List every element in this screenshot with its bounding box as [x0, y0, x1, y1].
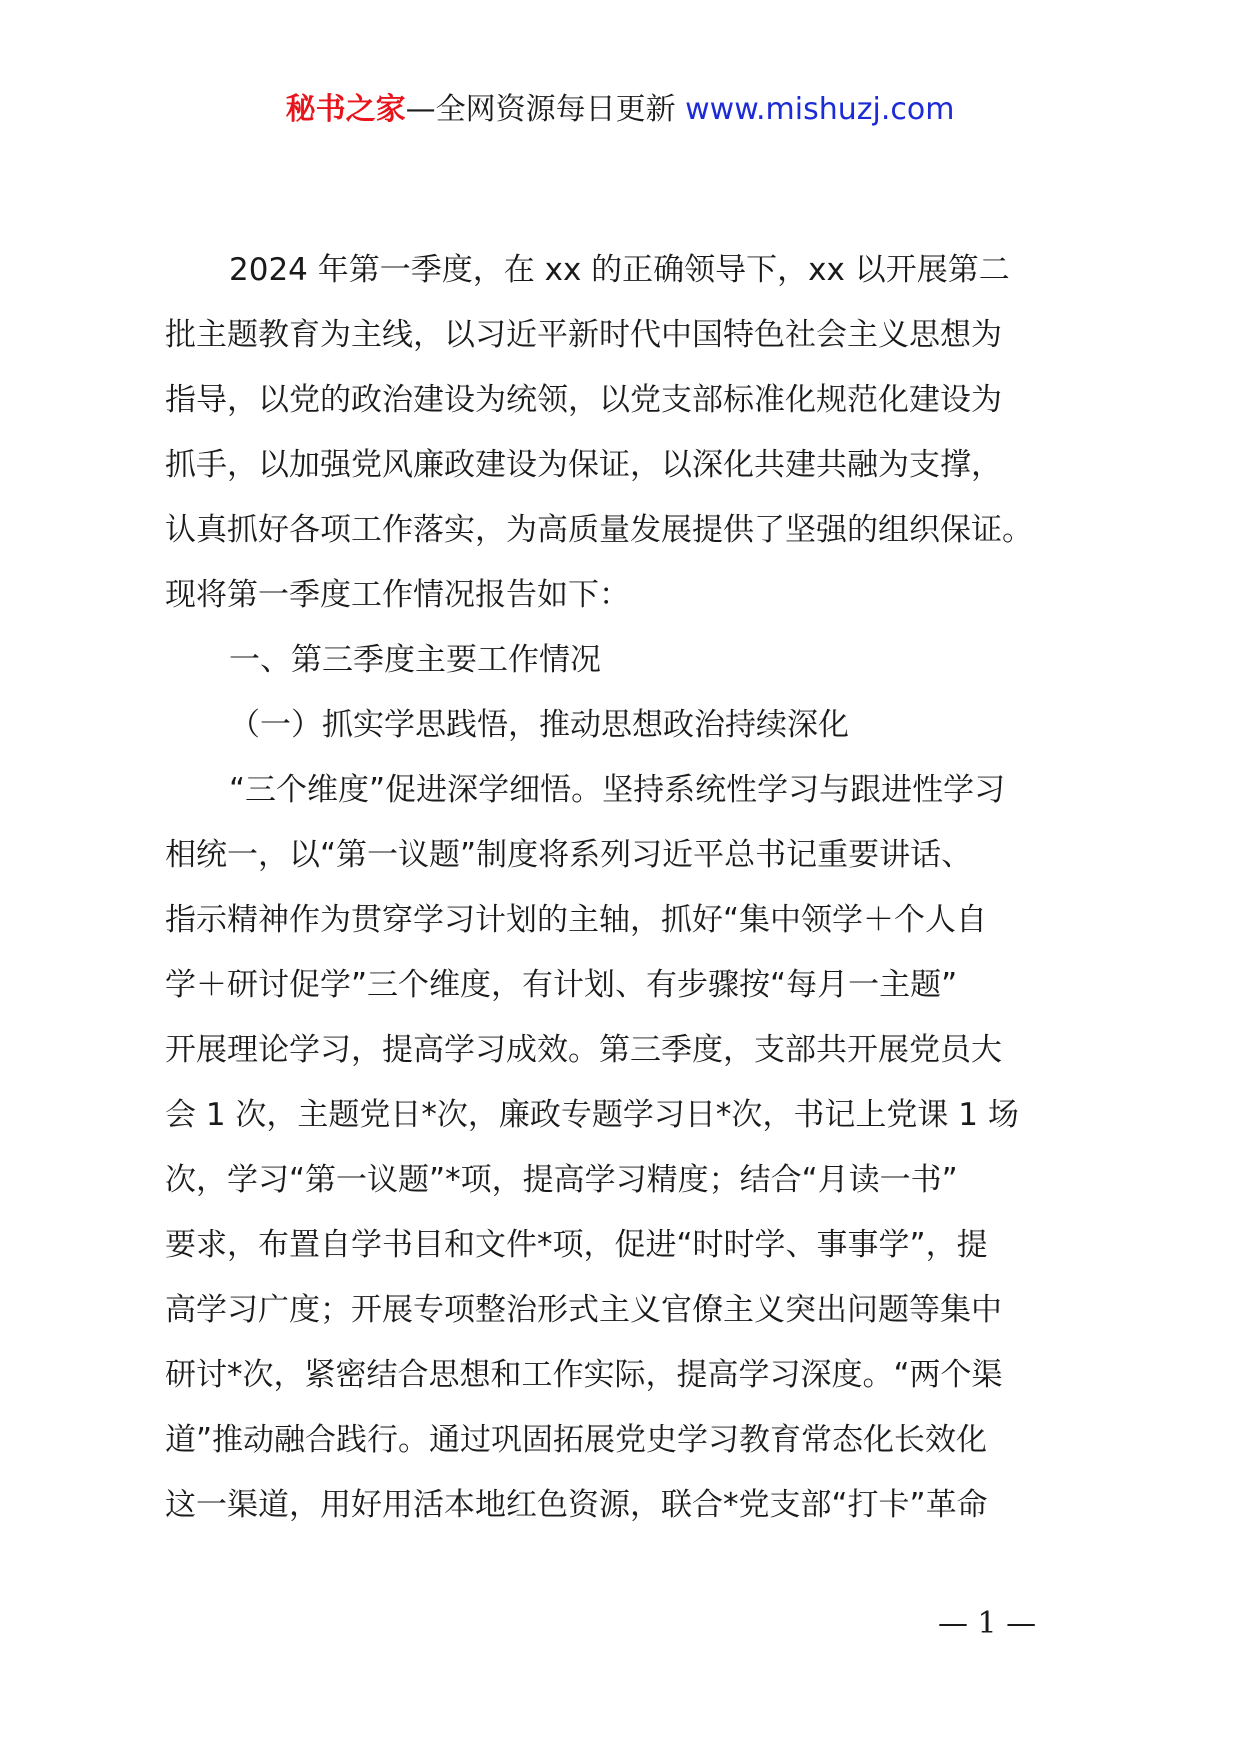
section-heading [165, 628, 1095, 693]
text-line: 要求，布置自学书目和文件*项，促进“时时学、事事学”，提 [165, 1227, 988, 1263]
text-line: 现将第一季度工作情况报告如下： [165, 577, 630, 613]
text-line: “三个维度”促进深学细悟。坚持系统性学习与跟进性学习 [229, 772, 1006, 808]
text-line: 开展理论学习，提高学习成效。第三季度，支部共开展党员大 [165, 1032, 1002, 1068]
subsection-heading [165, 693, 1095, 758]
page-number: — 1 — [938, 1606, 1037, 1641]
site-url-link[interactable]: www.mishuzj.com [685, 92, 955, 127]
text-line: 学＋研讨促学”三个维度，有计划、有步骤按“每月一主题” [165, 967, 958, 1003]
text-line: 2024 年第一季度，在 xx 的正确领导下，xx 以开展第二 [229, 252, 1010, 288]
text-line: 指导，以党的政治建设为统领，以党支部标准化规范化建设为 [165, 382, 1002, 418]
text-line: 道”推动融合践行。通过巩固拓展党史学习教育常态化长效化 [165, 1422, 988, 1458]
text-line: 认真抓好各项工作落实，为高质量发展提供了坚强的组织保证。 [165, 512, 1033, 548]
text-line: 相统一，以“第一议题”制度将系列习近平总书记重要讲话、 [165, 837, 973, 873]
text-line: 高学习广度；开展专项整治形式主义官僚主义突出问题等集中 [165, 1292, 1002, 1328]
text-line: 次，学习“第一议题”*项，提高学习精度；结合“月读一书” [165, 1162, 958, 1198]
text-line: 指示精神作为贯穿学习计划的主轴，抓好“集中领学＋个人自 [165, 902, 988, 938]
intro-paragraph [165, 238, 1095, 628]
document-body [165, 238, 1095, 1538]
text-line: 抓手，以加强党风廉政建设为保证，以深化共建共融为支撑， [165, 447, 1002, 483]
text-line: 这一渠道，用好用活本地红色资源，联合*党支部“打卡”革命 [165, 1487, 988, 1523]
header-slogan: —全网资源每日更新 [405, 92, 676, 127]
text-line: 批主题教育为主线，以习近平新时代中国特色社会主义思想为 [165, 317, 1002, 353]
text-line: 会 1 次，主题党日*次，廉政专题学习日*次，书记上党课 1 场 [165, 1097, 1019, 1133]
text-line: 研讨*次，紧密结合思想和工作实际，提高学习深度。“两个渠 [165, 1357, 1003, 1393]
site-header [0, 88, 1240, 132]
text-line: （一）抓实学思践悟，推动思想政治持续深化 [229, 707, 849, 743]
body-paragraph [165, 758, 1095, 1538]
brand-name: 秘书之家 [285, 92, 406, 127]
text-line: 一、第三季度主要工作情况 [229, 642, 601, 678]
